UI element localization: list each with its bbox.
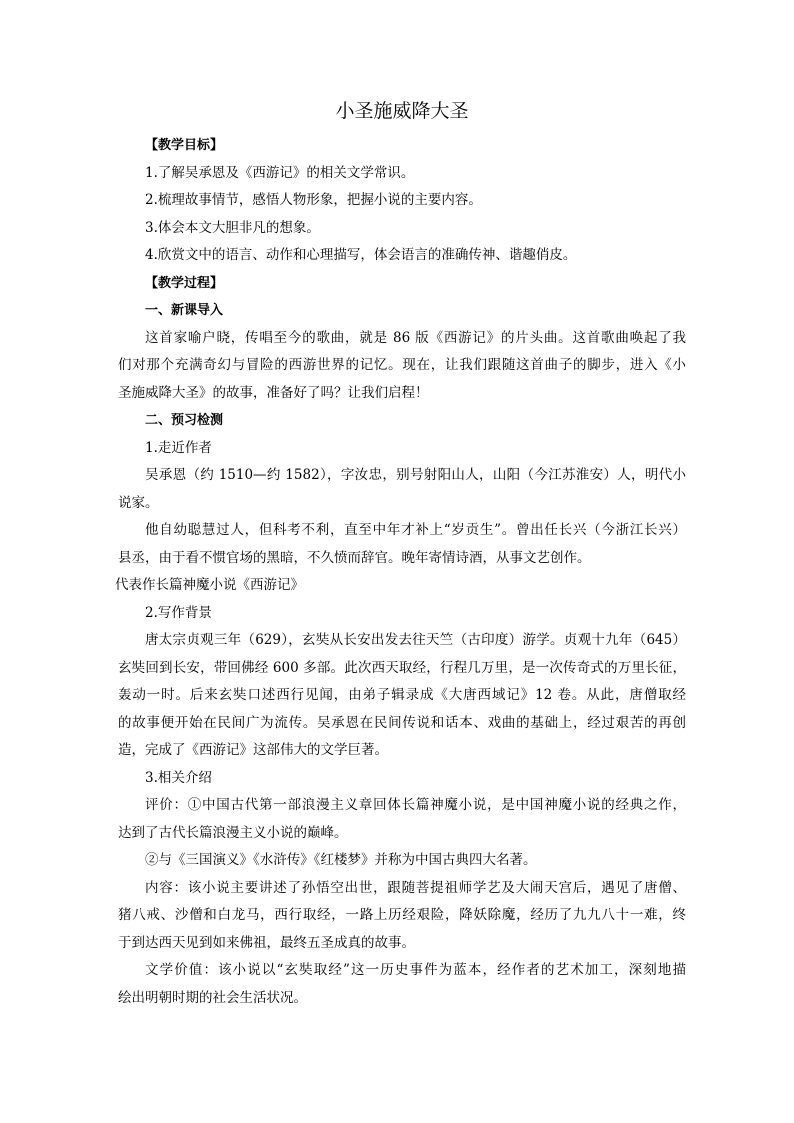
text-line: 他自幼聪慧过人，但科考不利，直至中年才补上“岁贡生”。曾出任长兴（今浙江长兴） <box>145 522 686 538</box>
section-heading: 【教学目标】 <box>145 138 224 153</box>
text-line: 吴承恩（约 1510—约 1582），字汝忠，别号射阳山人，山阳（今江苏淮安）人，明代小 <box>145 467 686 483</box>
text-line: 玄奘回到长安，带回佛经 600 多部。此次西天取经，行程几万里，是一次传奇式的万里长征， <box>118 659 686 676</box>
text-line: 2.写作背景 <box>145 604 212 621</box>
text-line: 造，完成了《西游记》这部伟大的文学巨著。 <box>118 742 388 758</box>
section-heading: 【教学过程】 <box>145 275 224 291</box>
text-line: ②与《三国演义》《水浒传》《红楼梦》并称为中国古典四大名著。 <box>145 852 537 868</box>
text-line: 县丞，由于看不惯官场的黑暗，不久愤而辞官。晚年寄情诗酒，从事文艺创作。 <box>118 549 591 566</box>
text-line: 的故事便开始在民间广为流传。吴承恩在民间传说和话本、戏曲的基础上，经过艰苦的再创 <box>118 714 686 731</box>
text-line: 绘出明朝时期的社会生活状况。 <box>118 989 307 1006</box>
text-line: 唐太宗贞观三年（629），玄奘从长安出发去往天竺（古印度）游学。贞观十九年（645） <box>145 632 686 648</box>
text-line: 3.体会本文大胆非凡的想象。 <box>145 219 320 236</box>
text-line: 圣施威降大圣》的故事，准备好了吗？让我们启程！ <box>118 384 429 401</box>
text-line: 4.欣赏文中的语言、动作和心理描写，体会语言的准确传神、谐趣俏皮。 <box>145 247 577 263</box>
text-line: 轰动一时。后来玄奘口述西行见闻，由弟子辑录成《大唐西域记》12 卷。从此，唐僧取经 <box>118 687 686 703</box>
text-line: 猪八戒、沙僧和白龙马，西行取经，一路上历经艰险，降妖除魔，经历了九九八十一难，终 <box>118 907 686 923</box>
text-line: 于到达西天见到如来佛祖，最终五圣成真的故事。 <box>118 934 415 951</box>
section-heading: 一、新课导入 <box>145 303 224 318</box>
text-line: 1.走近作者 <box>145 439 212 456</box>
text-line: 这首家喻户晓，传唱至今的歌曲，就是 86 版《西游记》的片头曲。这首歌曲唤起了我 <box>145 329 686 346</box>
text-line: 达到了古代长篇浪漫主义小说的巅峰。 <box>118 824 348 841</box>
text-line: 1.了解吴承恩及《西游记》的相关文学常识。 <box>145 164 415 181</box>
text-line: 2.梳理故事情节，感悟人物形象，把握小说的主要内容。 <box>145 192 482 208</box>
text-line: 评价：①中国古代第一部浪漫主义章回体长篇神魔小说，是中国神魔小说的经典之作， <box>145 797 686 813</box>
text-line: 们对那个充满奇幻与冒险的西游世界的记忆。现在，让我们跟随这首曲子的脚步，进入《小 <box>118 357 686 373</box>
text-line: 说家。 <box>118 494 159 511</box>
document-title: 小圣施威降大圣 <box>335 100 469 122</box>
text-line: 内容：该小说主要讲述了孙悟空出世，跟随菩提祖师学艺及大闹天宫后，遇见了唐僧、 <box>145 879 686 896</box>
text-line: 代表作长篇神魔小说《西游记》 <box>115 577 304 593</box>
text-line: 文学价值：该小说以“玄奘取经”这一历史事件为蓝本，经作者的艺术加工，深刻地描 <box>145 962 686 978</box>
text-line: 3.相关介绍 <box>145 769 212 786</box>
section-heading: 二、预习检测 <box>145 413 224 428</box>
document-body <box>115 132 686 1012</box>
document-page <box>115 96 686 1012</box>
